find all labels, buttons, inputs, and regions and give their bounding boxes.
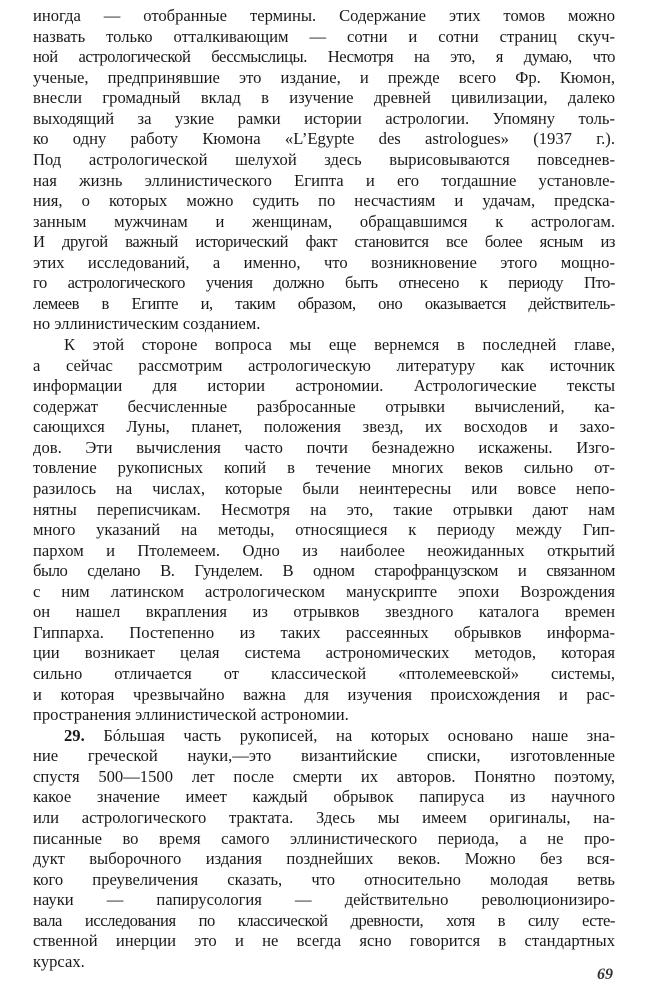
paragraph [33, 335, 615, 726]
text-line: писанные во время самого эллинистического периода, а не про- [33, 828, 615, 848]
text-line: Гиппарха. Постепенно из таких рассеянных обрывков информа- [33, 622, 615, 642]
text-line: назвать только отталкивающим — сотни и сотни страниц скуч- [33, 26, 615, 46]
page-body-text [33, 6, 615, 972]
text-line: К этой стороне вопроса мы еще вернемся в последней главе, [64, 335, 615, 354]
text-line: ной астрологической бессмыслицы. Несмотря на это, я думаю, что [33, 47, 615, 67]
text-line: содержат бесчисленные разбросанные отрывки вычислений, ка- [33, 396, 615, 416]
text-line: товление рукописных копий в течение многих веков сильно от- [33, 458, 615, 478]
text-line: ции возникает целая система астрономических методов, которая [33, 643, 615, 663]
text-line: пархом и Птолемеем. Одно из наиболее неожиданных открытий [33, 540, 615, 560]
text-line: информации для истории астрономии. Астрологические тексты [33, 376, 615, 396]
text-line: какое значение имеет каждый обрывок папируса из научного [33, 787, 615, 807]
text-line: лемеев в Египте и, таким образом, оно оказывается действитель- [33, 293, 615, 313]
text-line: но эллинистическим созданием. [33, 314, 261, 334]
text-line: го астрологического учения должно быть отнесено к периоду Пто- [33, 273, 615, 293]
text-line: иногда — отобранные термины. Содержание этих томов можно [33, 6, 615, 25]
text-line: ная жизнь эллинистического Египта и его тогдашние установле- [33, 170, 615, 190]
text-line: ния, о которых можно судить по несчастиям и удачам, предска- [33, 191, 615, 211]
text-line: нятны переписчикам. Несмотря на это, такие отрывки дают нам [33, 499, 615, 519]
page-number: 69 [597, 966, 613, 983]
text-line: ко одну работу Кюмона «L’Egypte des astrologues» (1937 г.). [33, 129, 615, 149]
text-line: ственной инерции это и не всегда ясно говорится в стандартных [33, 931, 615, 951]
paragraph [33, 6, 615, 335]
text-line [33, 726, 615, 747]
text-line: дукт выборочного издания позднейших веков. Можно без вся- [33, 849, 615, 869]
text-line: а сейчас рассмотрим астрологическую литературу как источник [33, 355, 615, 375]
text-line: выходящий за узкие рамки истории астрологии. Упомяну толь- [33, 108, 615, 128]
text-line: или астрологического трактата. Здесь мы имеем оригиналы, на- [33, 807, 615, 827]
text-line: с ним латинском астрологическом манускрипте эпохи Возрождения [33, 581, 615, 601]
text-line: ученые, предпринявшие это издание, и прежде всего Фр. Кюмон, [33, 67, 615, 87]
text-line: он нашел вкрапления из отрывков звездного каталога времен [33, 602, 615, 622]
text-line: курсах. [33, 951, 85, 971]
text-line: науки — папирусология — действительно революционизиро- [33, 890, 615, 910]
text-line: кого преувеличения сказать, что относительно молодая ветвь [33, 869, 615, 889]
text-line: этих исследований, а именно, что возникновение этого мощно- [33, 252, 615, 272]
text-line: дов. Эти вычисления часто почти безнадежно искажены. Изго- [33, 437, 615, 457]
text-line: сающихся Луны, планет, положения звезд, их восходов и захо- [33, 417, 615, 437]
text-line: Под астрологической шелухой здесь вырисовываются повседнев- [33, 149, 615, 169]
text-line: ние греческой науки,—это византийские списки, изготовленные [33, 746, 615, 766]
text-line: разилось на числах, которые были неинтересны или вовсе непо- [33, 478, 615, 498]
text-line: пространения эллинистической астрономии. [33, 705, 349, 725]
text-line: спустя 500—1500 лет после смерти их авторов. Понятно поэтому, [33, 766, 615, 786]
paragraph [33, 726, 615, 973]
text-line: И другой важный исторический факт становится все более ясным из [33, 232, 615, 252]
text-line: занным мужчинам и женщинам, обращавшимся к астрологам. [33, 211, 615, 231]
section-number: 29. [64, 725, 85, 745]
text-line-content: Бóльшая часть рукописей, на которых основано наше зна- [103, 725, 615, 745]
text-line: сильно отличается от классической «птолемеевской» системы, [33, 664, 615, 683]
text-line: вала исследования по классической древности, хотя в силу есте- [33, 910, 615, 930]
text-line: и которая чрезвычайно важна для изучения происхождения и рас- [33, 684, 615, 704]
text-line: внесли громадный вклад в изучение древней цивилизации, далеко [33, 88, 615, 108]
text-line: было сделано В. Гунделем. В одном старофранцузском и связанном [33, 561, 615, 581]
text-line: много указаний на методы, относящиеся к периоду между Гип- [33, 520, 615, 540]
